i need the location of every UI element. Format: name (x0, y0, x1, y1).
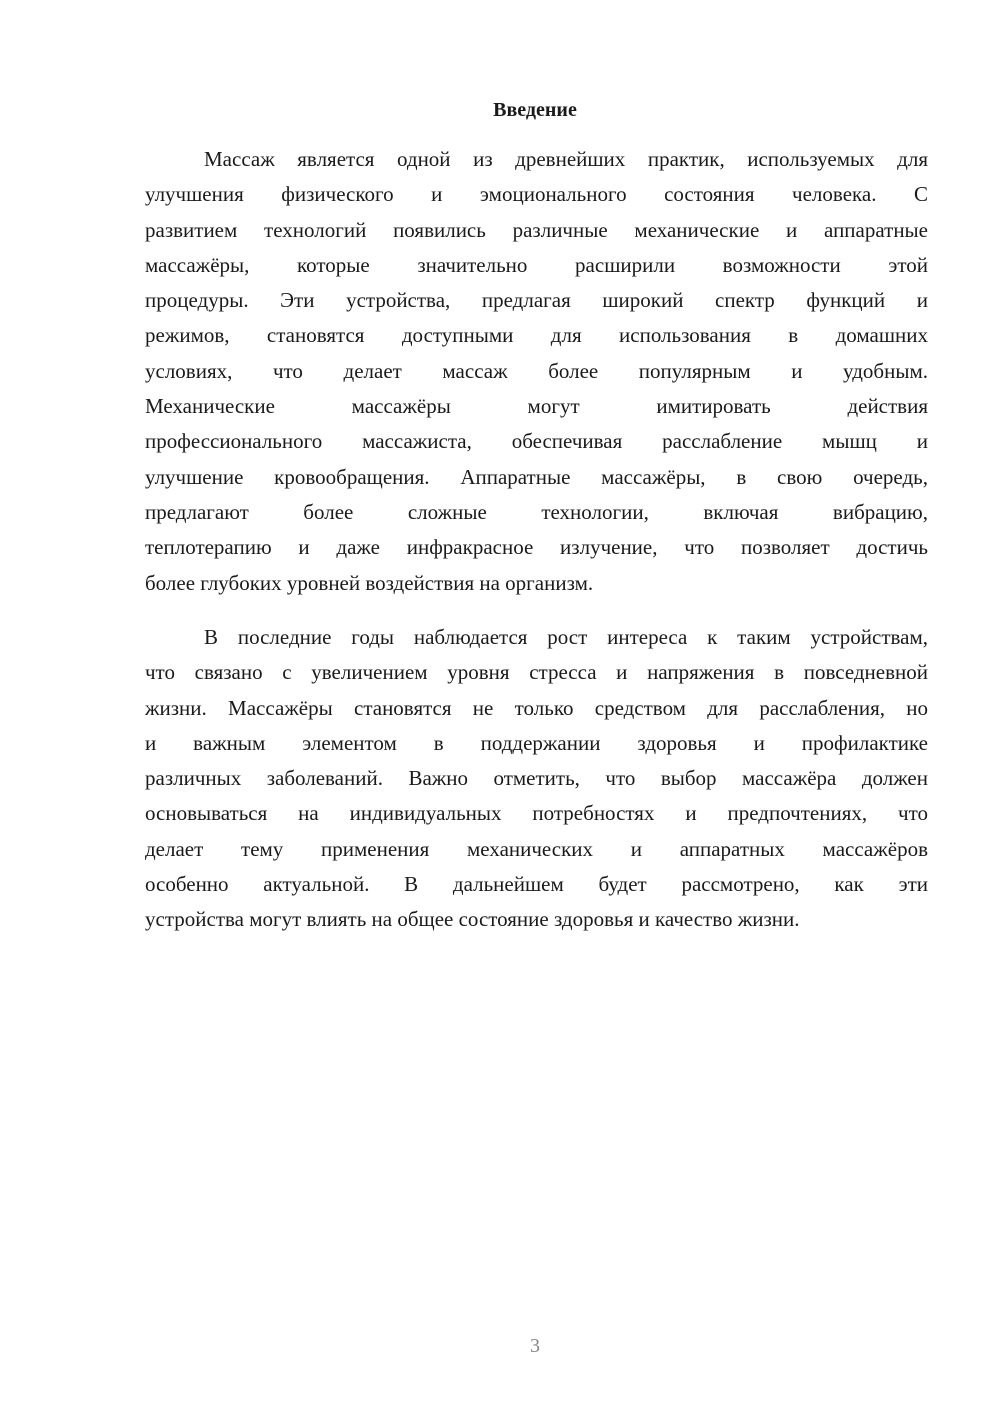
text-line: особенно актуальной. В дальнейшем будет рассмотрено, как эти (145, 872, 928, 897)
text-line: улучшения физического и эмоционального состояния человека. С (145, 182, 928, 207)
text-line: В последние годы наблюдается рост интереса к таким устройствам, (204, 625, 928, 649)
page-number: 3 (530, 1335, 540, 1357)
section-heading: Введение (493, 99, 577, 121)
text-line: развитием технологий появились различные механические и аппаратные (145, 217, 928, 242)
text-line: различных заболеваний. Важно отметить, что выбор массажёра должен (145, 766, 928, 791)
text-line: жизни. Массажёры становятся не только средством для расслабления, но (145, 695, 928, 720)
text-line: профессионального массажиста, обеспечивая расслабление мышц и (145, 429, 928, 454)
text-line: и важным элементом в поддержании здоровья и профилактике (145, 730, 928, 755)
text-line: предлагают более сложные технологии, включая вибрацию, (145, 499, 928, 524)
text-line: основываться на индивидуальных потребностях и предпочтениях, что (145, 801, 928, 826)
text-line: улучшение кровообращения. Аппаратные массажёры, в свою очередь, (145, 464, 928, 489)
text-line: устройства могут влиять на общее состояние здоровья и качество жизни. (145, 907, 800, 932)
text-line: массажёры, которые значительно расширили возможности этой (145, 252, 928, 277)
text-line: более глубоких уровней воздействия на организм. (145, 570, 594, 595)
text-line: условиях, что делает массаж более популярным и удобным. (145, 358, 928, 383)
text-line: процедуры. Эти устройства, предлагая широкий спектр функций и (145, 288, 928, 313)
text-line: делает тему применения механических и аппаратных массажёров (145, 836, 928, 861)
text-line: теплотерапию и даже инфракрасное излучение, что позволяет достичь (145, 535, 928, 560)
text-line: что связано с увеличением уровня стресса и напряжения в повседневной (145, 660, 928, 685)
text-line: режимов, становятся доступными для использования в домашних (145, 323, 928, 348)
text-line: Массаж является одной из древнейших практик, используемых для (204, 147, 928, 171)
text-line: Механические массажёры могут имитировать действия (145, 394, 928, 419)
paragraph-1 (145, 142, 928, 601)
paragraph-2 (145, 620, 928, 938)
